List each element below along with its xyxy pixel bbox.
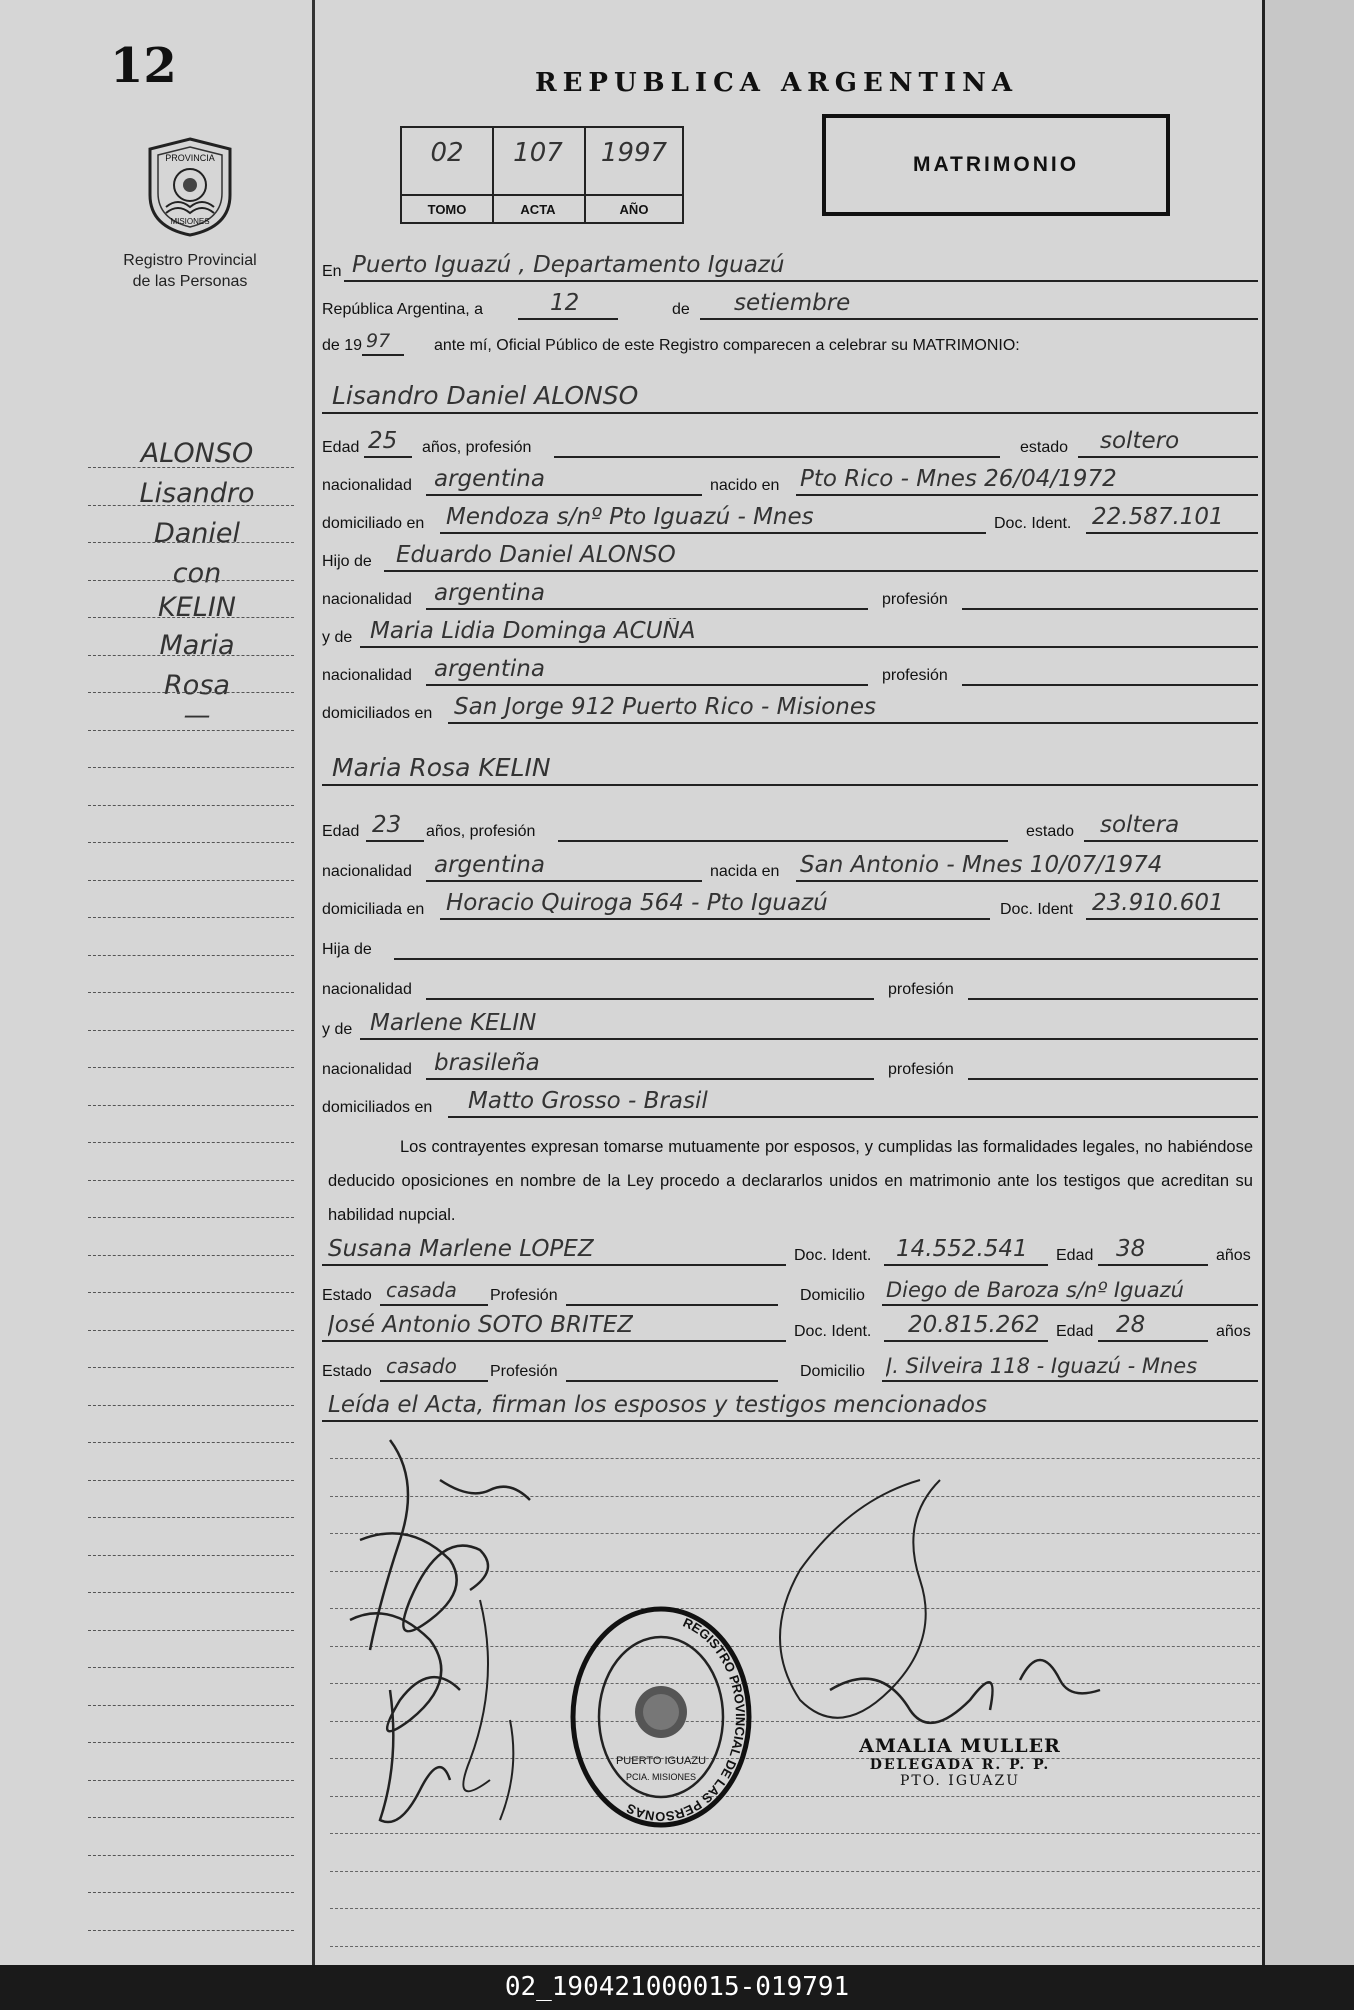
margin-rule-line <box>88 1105 294 1106</box>
groom-father: Eduardo Daniel ALONSO <box>396 542 676 568</box>
svg-text:MISIONES: MISIONES <box>170 217 210 226</box>
margin-rule-line <box>88 542 294 543</box>
tomo-cell <box>402 128 494 222</box>
bride-age-row: Edad 23 años, profesión estado soltera <box>322 812 1258 846</box>
year-row: de 19 97 ante mí, Oficial Público de este Registro comparecen a celebrar su MATRIMONIO: <box>322 330 1020 354</box>
svg-text:REGISTRO PROVINCIAL DE LAS PER: REGISTRO PROVINCIAL DE LAS PERSONAS <box>623 1614 749 1825</box>
bride-nationality: argentina <box>434 852 545 878</box>
ano-value: 1997 <box>600 138 668 168</box>
footer-code: 02_190421000015-019791 <box>504 1972 850 2002</box>
margin-note-line: Rosa <box>164 670 230 701</box>
margin-rule-line <box>88 1555 294 1556</box>
margin-rule-line <box>88 842 294 843</box>
margin-rule-line <box>88 767 294 768</box>
margin-rule-line <box>88 1630 294 1631</box>
svg-text:PCIA. MISIONES: PCIA. MISIONES <box>625 1772 697 1782</box>
groom-mother-nationality: argentina <box>434 656 545 682</box>
date-year: 97 <box>366 330 391 352</box>
bride-doc: 23.910.601 <box>1092 890 1224 916</box>
registry-name: Registro Provincial de las Personas <box>123 252 257 290</box>
declaration-text: Los contrayentes expresan tomarse mutuamente por esposos, y cumplidas las formalidades legales, no habiéndose deducido oposiciones en nombre de la Ley procedo a declararlos unidos en matrimonio ante los testigos que acreditan su habilidad nupcial. <box>328 1138 1253 1224</box>
groom-status: soltero <box>1100 428 1180 454</box>
body-rule-line <box>330 1908 1260 1909</box>
margin-note-line: Lisandro <box>139 478 255 509</box>
place-row: En Puerto Iguazú , Departamento Iguazú <box>322 252 1258 286</box>
body-rule-line <box>330 1946 1260 1947</box>
bride-age: 23 <box>372 812 402 838</box>
bride-domicile-row: domiciliada en Horacio Quiroga 564 - Pto Iguazú Doc. Ident 23.910.601 <box>322 890 1258 924</box>
bride-domicile: Horacio Quiroga 564 - Pto Iguazú <box>446 890 828 916</box>
tomo-label: TOMO <box>402 194 492 224</box>
margin-rule-line <box>88 505 294 506</box>
bride-mother: Marlene KELIN <box>370 1010 537 1036</box>
witness2-age: 28 <box>1116 1312 1146 1338</box>
provincial-seal-icon <box>142 135 238 239</box>
date-month: setiembre <box>734 290 851 316</box>
ano-cell <box>586 128 682 222</box>
margin-rule-line <box>88 1592 294 1593</box>
witness2-doc: 20.815.262 <box>908 1312 1040 1338</box>
witness2-domicile: J. Silveira 118 - Iguazú - Mnes <box>886 1354 1198 1378</box>
groom-mother-nat-row: nacionalidad argentina profesión <box>322 656 1258 690</box>
groom-domicile-row: domiciliado en Mendoza s/nº Pto Iguazú - Mnes Doc. Ident. 22.587.101 <box>322 504 1258 538</box>
groom-age-row: Edad 25 años, profesión estado soltero <box>322 428 1258 462</box>
margin-rule-line <box>88 692 294 693</box>
margin-rule-line <box>88 1217 294 1218</box>
margin-rule-line <box>88 1667 294 1668</box>
margin-rule-line <box>88 1330 294 1331</box>
margin-note-line: con <box>172 558 222 589</box>
witness2-name-row: José Antonio SOTO BRITEZ Doc. Ident. 20.815.262 Edad 28 años <box>322 1312 1258 1346</box>
witness1-age: 38 <box>1116 1236 1146 1262</box>
left-margin <box>0 0 315 1965</box>
margin-note-line: ALONSO <box>140 438 254 469</box>
bride-mother-nat-row: nacionalidad brasileña profesión <box>322 1050 1258 1084</box>
country-title: REPUBLICA ARGENTINA <box>535 68 1019 98</box>
witness1-domicile: Diego de Baroza s/nº Iguazú <box>886 1278 1184 1302</box>
margin-rule-line <box>88 1030 294 1031</box>
official-name: AMALIA MULLER <box>859 1735 1061 1757</box>
margin-rule-line <box>88 880 294 881</box>
act-type-box <box>822 114 1170 216</box>
margin-rule-line <box>88 580 294 581</box>
tomo-value: 02 <box>430 138 464 168</box>
groom-parents-domicile: San Jorge 912 Puerto Rico - Misiones <box>454 694 877 720</box>
body-rule-line <box>330 1871 1260 1872</box>
witness2-status: casado <box>386 1354 457 1378</box>
ano-label: AÑO <box>586 194 682 224</box>
margin-rule-line <box>88 955 294 956</box>
margin-rule-line <box>88 730 294 731</box>
witness2-name: José Antonio SOTO BRITEZ <box>328 1312 634 1338</box>
bride-father-nat-row: nacionalidad profesión <box>322 970 1258 1004</box>
bride-name: Maria Rosa KELIN <box>332 753 551 782</box>
margin-rule-line <box>88 805 294 806</box>
date-row: República Argentina, a 12 de setiembre <box>322 290 1258 324</box>
margin-note-line: — <box>183 700 211 731</box>
acta-cell <box>492 128 586 222</box>
margin-rule-line <box>88 1892 294 1893</box>
witness1-status-row: Estado casada Profesión Domicilio Diego de Baroza s/nº Iguazú <box>322 1276 1258 1310</box>
groom-nat-row: nacionalidad argentina nacido en Pto Rico - Mnes 26/04/1972 <box>322 466 1258 500</box>
margin-note-line: Maria <box>159 630 235 661</box>
date-day: 12 <box>550 290 580 316</box>
groom-name-row <box>322 381 1258 418</box>
margin-rule-line <box>88 655 294 656</box>
margin-rule-line <box>88 1367 294 1368</box>
margin-rule-line <box>88 1517 294 1518</box>
bride-nat-row: nacionalidad argentina nacida en San Antonio - Mnes 10/07/1974 <box>322 852 1258 886</box>
groom-father-nationality: argentina <box>434 580 545 606</box>
act-type: MATRIMONIO <box>912 153 1080 176</box>
bride-mother-row: y de Marlene KELIN <box>322 1010 1258 1044</box>
margin-rule-line <box>88 1855 294 1856</box>
witness1-name: Susana Marlene LOPEZ <box>328 1236 594 1262</box>
margin-rule-line <box>88 1067 294 1068</box>
groom-birth: Pto Rico - Mnes 26/04/1972 <box>800 466 1117 492</box>
margin-rule-line <box>88 1292 294 1293</box>
groom-nationality: argentina <box>434 466 545 492</box>
closing-text: Leída el Acta, firman los esposos y testigos mencionados <box>328 1392 987 1418</box>
margin-rule-line <box>88 1705 294 1706</box>
official-title: DELEGADA R. P. P. <box>869 1757 1051 1773</box>
witness2-status-row: Estado casado Profesión Domicilio J. Silveira 118 - Iguazú - Mnes <box>322 1352 1258 1386</box>
acta-value: 107 <box>513 138 563 168</box>
groom-mother: Maria Lidia Dominga ACUÑA <box>370 618 696 644</box>
margin-rule-line <box>88 467 294 468</box>
groom-father-row: Hijo de Eduardo Daniel ALONSO <box>322 542 1258 576</box>
bride-parents-domicile-row: domiciliados en Matto Grosso - Brasil <box>322 1088 1258 1122</box>
groom-domicile: Mendoza s/nº Pto Iguazú - Mnes <box>446 504 814 530</box>
bride-birth: San Antonio - Mnes 10/07/1974 <box>800 852 1163 878</box>
margin-rule-line <box>88 1180 294 1181</box>
official-signature-block <box>850 1735 1070 1789</box>
margin-rule-line <box>88 1930 294 1931</box>
groom-mother-row: y de Maria Lidia Dominga ACUÑA <box>322 618 1258 652</box>
bride-parents-domicile: Matto Grosso - Brasil <box>468 1088 708 1114</box>
binding-strip <box>1262 0 1354 1965</box>
margin-rule-line <box>88 992 294 993</box>
margin-note-line: KELIN <box>158 592 236 623</box>
signature-spouses-icon <box>330 1420 560 1850</box>
groom-name: Lisandro Daniel ALONSO <box>332 381 639 410</box>
margin-rule-line <box>88 1817 294 1818</box>
groom-doc: 22.587.101 <box>1092 504 1224 530</box>
bride-name-row <box>322 753 1258 790</box>
bride-father-row: Hija de <box>322 930 1258 964</box>
official-place: PTO. IGUAZU <box>899 1773 1021 1789</box>
groom-age: 25 <box>368 428 398 454</box>
margin-note-line: Daniel <box>153 518 241 549</box>
groom-father-nat-row: nacionalidad argentina profesión <box>322 580 1258 614</box>
groom-parents-domicile-row: domiciliados en San Jorge 912 Puerto Rico - Misiones <box>322 694 1258 728</box>
official-stamp-icon <box>568 1604 754 1830</box>
bride-status: soltera <box>1100 812 1180 838</box>
witness1-status: casada <box>386 1278 457 1302</box>
acta-label: ACTA <box>492 194 584 224</box>
svg-text:PUERTO IGUAZU: PUERTO IGUAZU <box>615 1755 707 1767</box>
signature-witness-icon <box>740 1460 1120 1760</box>
margin-rule-line <box>88 917 294 918</box>
margin-rule-line <box>88 617 294 618</box>
reference-box <box>400 126 684 224</box>
margin-rule-line <box>88 1480 294 1481</box>
margin-rule-line <box>88 1405 294 1406</box>
margin-rule-line <box>88 1142 294 1143</box>
margin-rule-line <box>88 1742 294 1743</box>
svg-text:PROVINCIA: PROVINCIA <box>165 153 215 163</box>
margin-rule-line <box>88 1442 294 1443</box>
place-city: Puerto Iguazú , Departamento Iguazú <box>352 252 785 278</box>
page-number: 12 <box>110 38 177 94</box>
witness1-doc: 14.552.541 <box>896 1236 1028 1262</box>
bride-mother-nationality: brasileña <box>434 1050 540 1076</box>
witness1-name-row: Susana Marlene LOPEZ Doc. Ident. 14.552.541 Edad 38 años <box>322 1236 1258 1270</box>
margin-rule-line <box>88 1255 294 1256</box>
margin-rule-line <box>88 1780 294 1781</box>
